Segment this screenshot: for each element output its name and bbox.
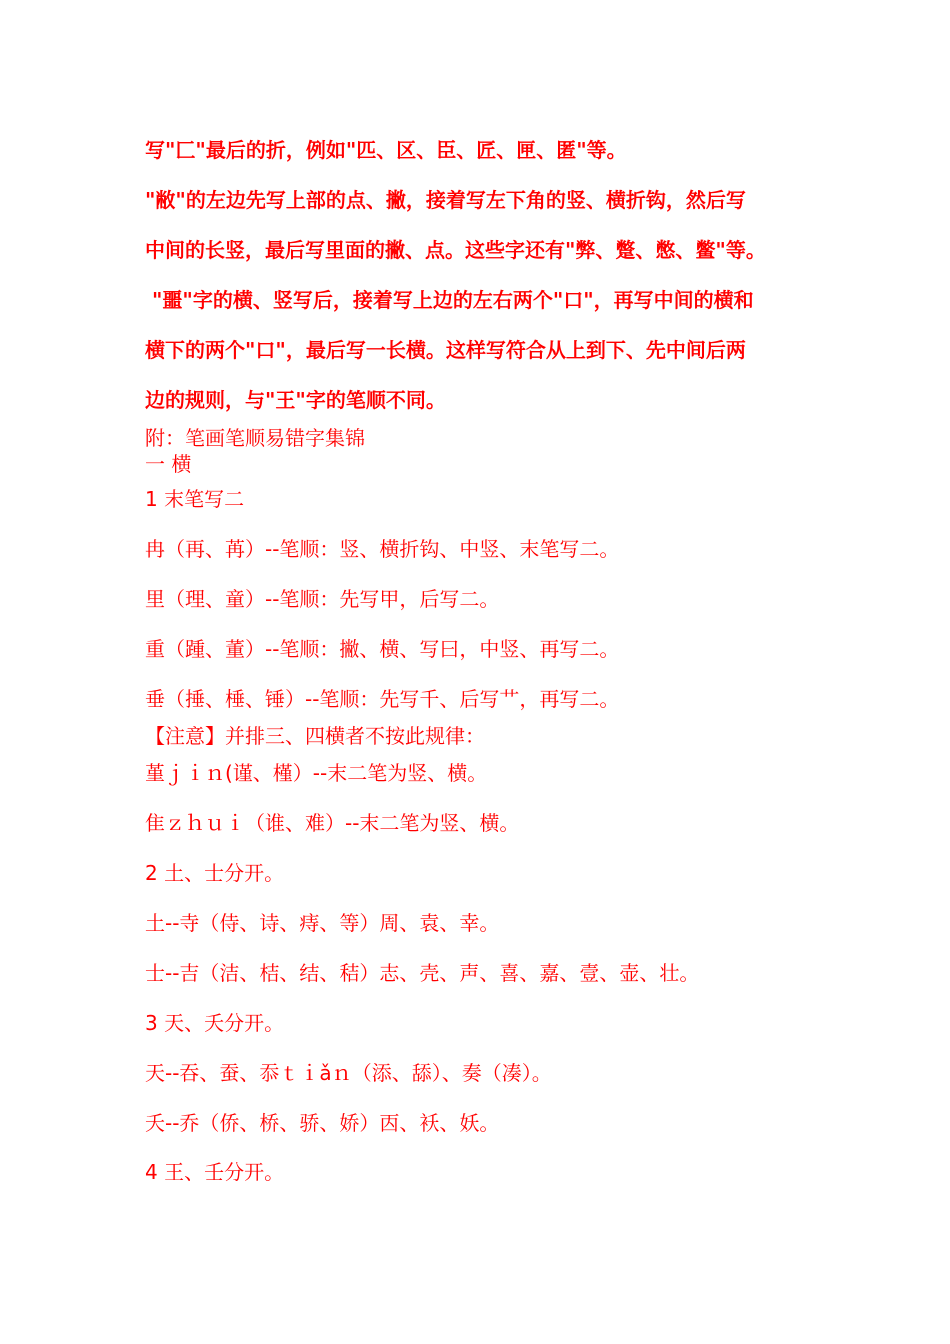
example-line: 天--吞、蚕、忝ｔｉǎｎ（添、舔）、奏（凑）。 — [145, 1061, 552, 1085]
example-line: 重（踵、董）--笔顺：撇、横、写曰，中竖、再写二。 — [145, 637, 620, 661]
text-line-1: 写"匚"最后的折，例如"匹、区、臣、匠、匣、匿"等。 — [145, 138, 627, 162]
example-line: 冉（再、苒）--笔顺：竖、横折钩、中竖、末笔写二。 — [145, 537, 620, 561]
text-line-3: 中间的长竖，最后写里面的撇、点。这些字还有"弊、蹩、憋、鳖"等。 — [145, 238, 766, 262]
example-line: 隹ｚｈｕｉ（谁、难）--末二笔为竖、横。 — [145, 811, 520, 835]
text-line-5: 横下的两个"口"，最后写一长横。这样写符合从上到下、先中间后两 — [145, 338, 746, 362]
rule-heading-4: 4 王、壬分开。 — [145, 1160, 285, 1184]
example-line: 里（理、童）--笔顺：先写甲，后写二。 — [145, 587, 500, 611]
example-line: 士--吉（洁、桔、结、秸）志、壳、声、喜、嘉、壹、壶、壮。 — [145, 961, 700, 985]
text-line-2: "敝"的左边先写上部的点、撇，接着写左下角的竖、横折钩，然后写 — [145, 188, 746, 212]
section-title: 附：笔画笔顺易错字集锦 — [145, 426, 365, 450]
rule-heading-3: 3 天、夭分开。 — [145, 1011, 285, 1035]
note-line: 【注意】并排三、四横者不按此规律： — [145, 724, 485, 748]
example-line: 垂（捶、棰、锤）--笔顺：先写千、后写艹，再写二。 — [145, 687, 620, 711]
text-line-4: "噩"字的横、竖写后，接着写上边的左右两个"口"，再写中间的横和 — [152, 288, 754, 312]
rule-heading-1: 1 末笔写二 — [145, 487, 245, 511]
subsection-heading: 一 横 — [145, 452, 192, 476]
rule-heading-2: 2 土、士分开。 — [145, 861, 285, 885]
example-line: 堇ｊｉｎ(谨、槿）--末二笔为竖、横。 — [145, 761, 488, 785]
text-line-6: 边的规则，与"王"字的笔顺不同。 — [145, 388, 446, 412]
example-line: 夭--乔（侨、桥、骄、娇）㐁、袄、妖。 — [145, 1111, 500, 1135]
example-line: 土--寺（侍、诗、痔、等）周、袁、幸。 — [145, 911, 500, 935]
